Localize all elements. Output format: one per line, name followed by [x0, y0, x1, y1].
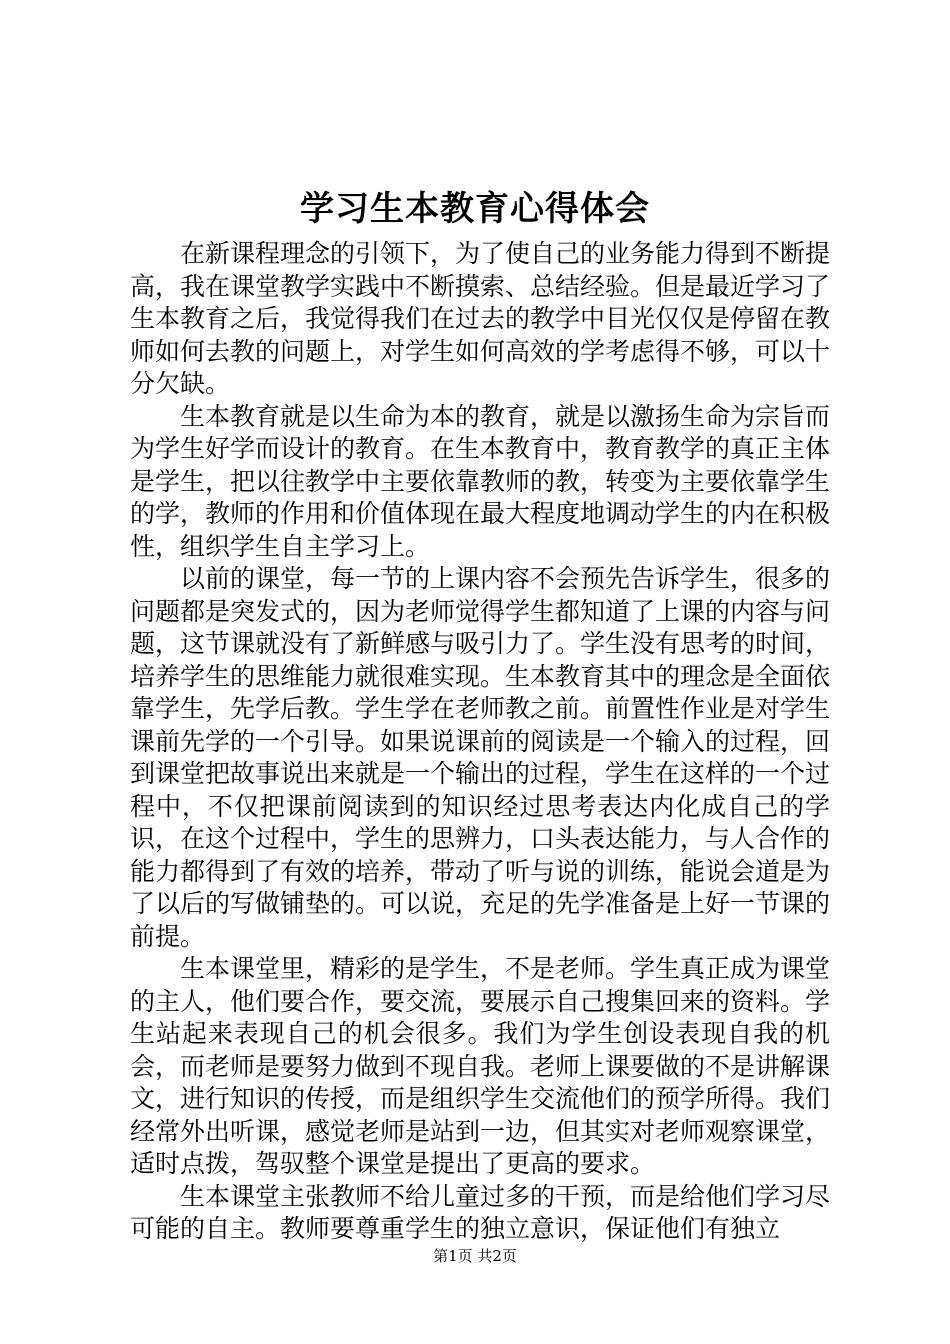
paragraph: 生本课堂主张教师不给儿童过多的干预，而是给他们学习尽可能的自主。教师要尊重学生的独立意识，保证他们有独立 [130, 1181, 831, 1243]
page-number-footer: 第1页 共2页 [433, 1247, 517, 1265]
paragraph: 在新课程理念的引领下，为了使自己的业务能力得到不断提高，我在课堂教学实践中不断摸索、总结经验。但是最近学习了生本教育之后，我觉得我们在过去的教学中目光仅仅是停留在教师如何去教的问题上，对学生如何高效的学考虑得不够，可以十分欠缺。 [130, 239, 831, 398]
paragraph: 以前的课堂，每一节的上课内容不会预先告诉学生，很多的问题都是突发式的，因为老师觉得学生都知道了上课的内容与问题，这节课就没有了新鲜感与吸引力了。学生没有思考的时间，培养学生的思维能力就很难实现。生本教育其中的理念是全面依靠学生，先学后教。学生学在老师教之前。前置性作业是对学生课前先学的一个引导。如果说课前的阅读是一个输入的过程，回到课堂把故事说出来就是一个输出的过程，学生在这样的一个过程中，不仅把课前阅读到的知识经过思考表达内化成自己的学识，在这个过程中，学生的思辨力，口头表达能力，与人合作的能力都得到了有效的培养，带动了听与说的训练，能说会道是为了以后的写做铺垫的。可以说，充足的先学准备是上好一节课的前提。 [130, 564, 831, 951]
paragraph: 生本课堂里，精彩的是学生，不是老师。学生真正成为课堂的主人，他们要合作，要交流，要展示自己搜集回来的资料。学生站起来表现自己的机会很多。我们为学生创设表现自我的机会，而老师是要努力做到不现自我。老师上课要做的不是讲解课文，进行知识的传授，而是组织学生交流他们的预学所得。我们经常外出听课，感觉老师是站到一边，但其实对老师观察课堂，适时点拨，驾驭整个课堂是提出了更高的要求。 [130, 954, 831, 1178]
paragraph: 生本教育就是以生命为本的教育，就是以激扬生命为宗旨而为学生好学而设计的教育。在生本教育中，教育教学的真正主体是学生，把以往教学中主要依靠教师的教，转变为主要依靠学生的学，教师的作用和价值体现在最大程度地调动学生的内在积极性，组织学生自主学习上。 [130, 401, 831, 561]
document-body [130, 238, 830, 1246]
document-title: 学习生本教育心得体会 [300, 189, 650, 229]
